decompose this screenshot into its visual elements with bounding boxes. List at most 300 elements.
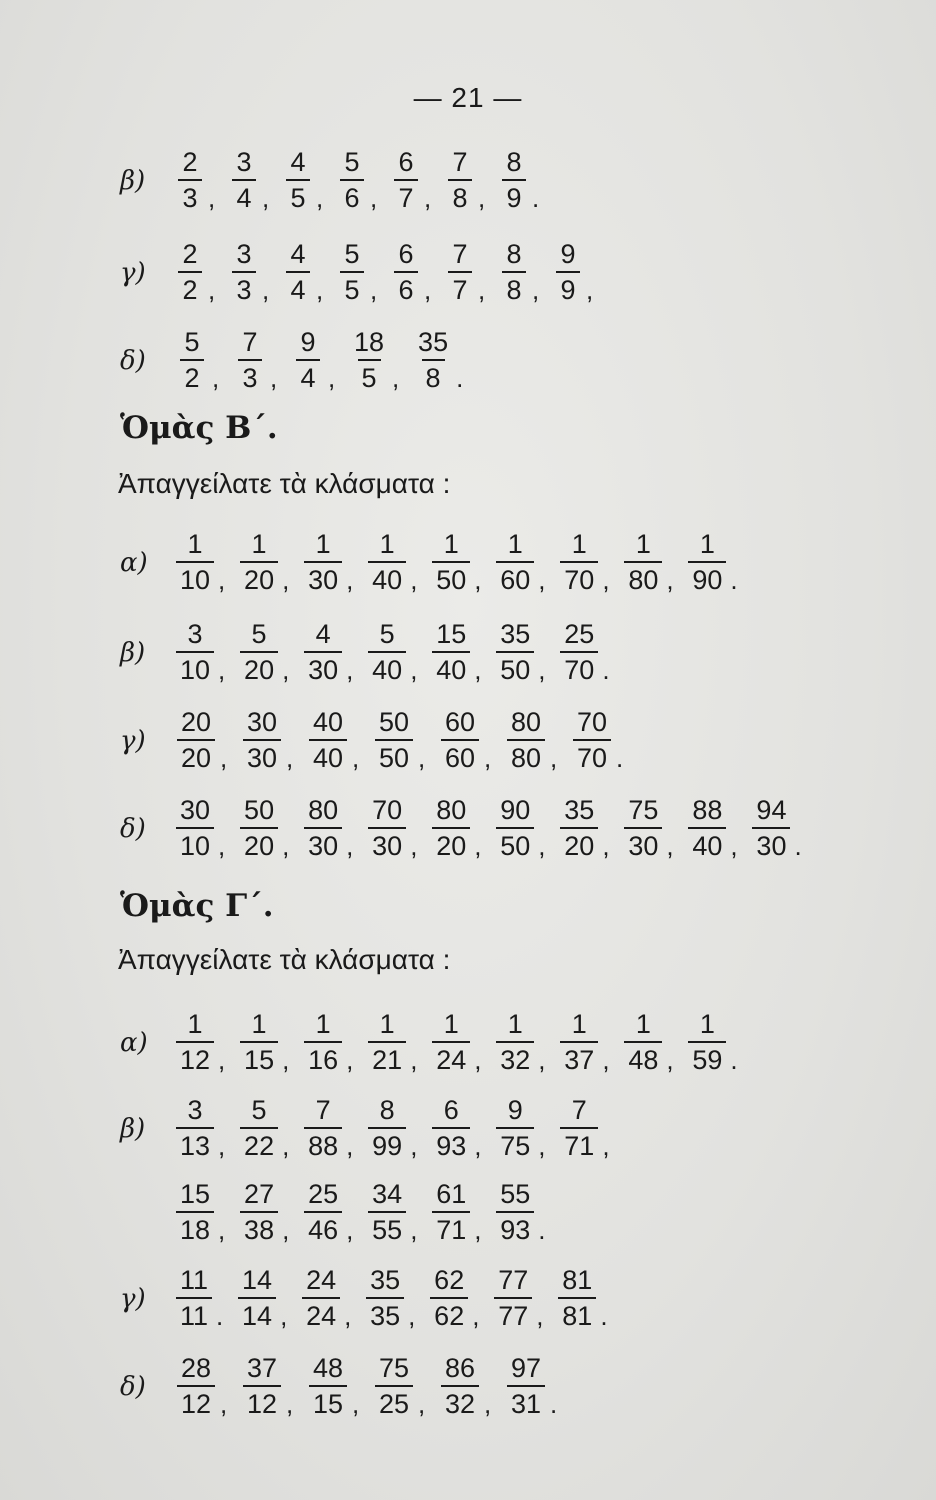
fraction-row bbox=[176, 230, 608, 314]
fraction-denominator: 32 bbox=[496, 1041, 534, 1074]
fraction-denominator: 25 bbox=[375, 1385, 413, 1418]
fraction-row bbox=[176, 610, 624, 694]
fraction-numerator: 1 bbox=[507, 528, 523, 559]
fraction-separator: , bbox=[410, 654, 418, 685]
fraction-separator: . bbox=[538, 1214, 546, 1245]
fraction-separator: , bbox=[282, 1130, 290, 1161]
fraction-separator: . bbox=[550, 1388, 558, 1419]
fraction-numerator: 70 bbox=[576, 706, 608, 737]
fraction bbox=[500, 238, 528, 305]
fraction bbox=[308, 706, 348, 773]
fraction-separator: , bbox=[316, 182, 324, 213]
fraction bbox=[496, 1008, 534, 1075]
fraction bbox=[374, 706, 414, 773]
fraction-separator: , bbox=[484, 742, 492, 773]
fraction-denominator: 40 bbox=[368, 651, 406, 684]
fraction bbox=[284, 146, 312, 213]
fraction-numerator: 8 bbox=[506, 238, 522, 269]
fraction bbox=[624, 528, 662, 595]
fraction-denominator: 22 bbox=[240, 1127, 278, 1160]
fraction-numerator: 1 bbox=[507, 1008, 523, 1039]
fraction-numerator: 14 bbox=[242, 1264, 273, 1295]
fraction-separator: , bbox=[212, 362, 220, 393]
fraction-denominator: 24 bbox=[432, 1041, 470, 1074]
fraction-separator: , bbox=[346, 564, 354, 595]
fraction-separator: , bbox=[478, 182, 486, 213]
fraction-denominator: 9 bbox=[556, 271, 579, 304]
fraction-separator: . bbox=[456, 362, 464, 393]
fraction bbox=[238, 1264, 276, 1331]
fraction-separator: , bbox=[472, 1300, 480, 1331]
fraction-numerator: 70 bbox=[372, 794, 403, 825]
fraction-separator: , bbox=[484, 1388, 492, 1419]
fraction-denominator: 40 bbox=[309, 739, 347, 772]
fraction bbox=[302, 1264, 340, 1331]
fraction-numerator: 6 bbox=[398, 238, 414, 269]
fraction-numerator: 6 bbox=[398, 146, 414, 177]
fraction bbox=[554, 238, 582, 305]
fraction-denominator: 13 bbox=[176, 1127, 214, 1160]
fraction bbox=[572, 706, 612, 773]
fraction-numerator: 80 bbox=[510, 706, 542, 737]
group-heading: Ὁμὰς Β΄. bbox=[120, 410, 278, 446]
fraction bbox=[432, 1178, 470, 1245]
fraction-separator: , bbox=[666, 1044, 674, 1075]
fraction-numerator: 1 bbox=[571, 528, 587, 559]
fraction-row bbox=[176, 1000, 752, 1084]
fraction-separator: , bbox=[532, 274, 540, 305]
fraction-denominator: 93 bbox=[496, 1211, 534, 1244]
exercise-label: β) bbox=[120, 166, 146, 196]
fraction-denominator: 21 bbox=[368, 1041, 406, 1074]
fraction-separator: , bbox=[220, 742, 228, 773]
fraction-numerator: 2 bbox=[182, 146, 198, 177]
fraction bbox=[496, 794, 534, 861]
fraction-denominator: 20 bbox=[240, 827, 278, 860]
fraction-separator: , bbox=[602, 1044, 610, 1075]
fraction-row bbox=[176, 520, 752, 604]
fraction-numerator: 5 bbox=[379, 618, 395, 649]
fraction-denominator: 3 bbox=[178, 179, 201, 212]
fraction-numerator: 15 bbox=[436, 618, 467, 649]
fraction-denominator: 8 bbox=[448, 179, 471, 212]
fraction-separator: , bbox=[538, 654, 546, 685]
fraction-separator: , bbox=[418, 742, 426, 773]
fraction bbox=[176, 528, 214, 595]
fraction-numerator: 24 bbox=[306, 1264, 337, 1295]
fraction-separator: , bbox=[282, 564, 290, 595]
fraction-separator: . bbox=[794, 830, 802, 861]
fraction-numerator: 1 bbox=[315, 528, 331, 559]
fraction-numerator: 1 bbox=[699, 1008, 715, 1039]
fraction-separator: , bbox=[316, 274, 324, 305]
fraction bbox=[240, 1008, 278, 1075]
fraction-denominator: 3 bbox=[232, 271, 255, 304]
fraction-numerator: 1 bbox=[571, 1008, 587, 1039]
fraction bbox=[240, 618, 278, 685]
fraction-separator: , bbox=[474, 1214, 482, 1245]
fraction-separator: , bbox=[392, 362, 400, 393]
fraction-numerator: 35 bbox=[418, 326, 449, 357]
exercise-label: γ) bbox=[120, 1284, 146, 1314]
fraction-numerator: 20 bbox=[180, 706, 212, 737]
fraction bbox=[560, 528, 598, 595]
fraction-numerator: 8 bbox=[379, 1094, 395, 1125]
fraction-denominator: 80 bbox=[507, 739, 545, 772]
fraction-row bbox=[176, 1344, 572, 1428]
fraction-separator: , bbox=[208, 182, 216, 213]
fraction bbox=[368, 794, 406, 861]
fraction-numerator: 7 bbox=[242, 326, 258, 357]
fraction-separator: , bbox=[282, 1044, 290, 1075]
fraction-denominator: 5 bbox=[340, 271, 363, 304]
fraction bbox=[560, 618, 598, 685]
fraction-separator: , bbox=[538, 1130, 546, 1161]
fraction-separator: , bbox=[666, 564, 674, 595]
fraction bbox=[176, 238, 204, 305]
fraction bbox=[304, 1178, 342, 1245]
fraction-numerator: 90 bbox=[500, 794, 531, 825]
fraction-separator: , bbox=[538, 564, 546, 595]
fraction bbox=[560, 1094, 598, 1161]
fraction bbox=[304, 528, 342, 595]
fraction-numerator: 7 bbox=[452, 146, 468, 177]
fraction-denominator: 12 bbox=[177, 1385, 215, 1418]
fraction bbox=[752, 794, 790, 861]
fraction bbox=[368, 1178, 406, 1245]
fraction-numerator: 75 bbox=[378, 1352, 410, 1383]
fraction bbox=[506, 1352, 546, 1419]
fraction-numerator: 7 bbox=[452, 238, 468, 269]
fraction bbox=[688, 528, 726, 595]
fraction-separator: , bbox=[208, 274, 216, 305]
fraction-denominator: 4 bbox=[296, 359, 319, 392]
fraction-denominator: 30 bbox=[243, 739, 281, 772]
fraction-numerator: 40 bbox=[312, 706, 344, 737]
fraction-numerator: 5 bbox=[184, 326, 200, 357]
fraction-separator: , bbox=[262, 182, 270, 213]
fraction-separator: , bbox=[410, 1130, 418, 1161]
fraction-denominator: 50 bbox=[496, 827, 534, 860]
fraction bbox=[414, 326, 452, 393]
fraction-separator: . bbox=[616, 742, 624, 773]
fraction-numerator: 3 bbox=[187, 1094, 203, 1125]
fraction-denominator: 6 bbox=[394, 271, 417, 304]
fraction-numerator: 1 bbox=[315, 1008, 331, 1039]
fraction-separator: , bbox=[410, 564, 418, 595]
fraction-separator: , bbox=[218, 1214, 226, 1245]
fraction-denominator: 20 bbox=[560, 827, 598, 860]
fraction-denominator: 81 bbox=[558, 1297, 596, 1330]
fraction-separator: , bbox=[478, 274, 486, 305]
fraction-denominator: 50 bbox=[432, 561, 470, 594]
fraction-separator: , bbox=[408, 1300, 416, 1331]
fraction-separator: , bbox=[538, 1044, 546, 1075]
fraction-numerator: 5 bbox=[344, 238, 360, 269]
fraction-separator: . bbox=[602, 654, 610, 685]
fraction-numerator: 80 bbox=[308, 794, 339, 825]
fraction-denominator: 71 bbox=[560, 1127, 598, 1160]
fraction-numerator: 25 bbox=[308, 1178, 339, 1209]
fraction bbox=[496, 618, 534, 685]
fraction-denominator: 48 bbox=[624, 1041, 662, 1074]
fraction-denominator: 30 bbox=[304, 827, 342, 860]
fraction-separator: , bbox=[474, 830, 482, 861]
fraction-denominator: 71 bbox=[432, 1211, 470, 1244]
fraction bbox=[292, 326, 324, 393]
fraction-numerator: 48 bbox=[312, 1352, 344, 1383]
fraction-numerator: 80 bbox=[436, 794, 467, 825]
fraction bbox=[446, 238, 474, 305]
group-instruction: Ἀπαγγείλατε τὰ κλάσματα : bbox=[118, 944, 451, 975]
fraction bbox=[558, 1264, 596, 1331]
fraction-denominator: 99 bbox=[368, 1127, 406, 1160]
fraction-numerator: 4 bbox=[290, 238, 306, 269]
fraction-separator: , bbox=[220, 1388, 228, 1419]
fraction-separator: , bbox=[536, 1300, 544, 1331]
fraction bbox=[304, 1008, 342, 1075]
fraction-denominator: 59 bbox=[688, 1041, 726, 1074]
fraction-numerator: 6 bbox=[443, 1094, 459, 1125]
fraction-denominator: 20 bbox=[432, 827, 470, 860]
fraction-numerator: 4 bbox=[290, 146, 306, 177]
fraction-numerator: 1 bbox=[251, 528, 267, 559]
fraction bbox=[240, 794, 278, 861]
fraction bbox=[368, 618, 406, 685]
fraction-denominator: 88 bbox=[304, 1127, 342, 1160]
fraction-numerator: 5 bbox=[251, 618, 267, 649]
fraction-separator: , bbox=[418, 1388, 426, 1419]
fraction bbox=[234, 326, 266, 393]
fraction bbox=[240, 528, 278, 595]
fraction-denominator: 75 bbox=[496, 1127, 534, 1160]
fraction bbox=[176, 326, 208, 393]
fraction-numerator: 30 bbox=[246, 706, 278, 737]
fraction-numerator: 88 bbox=[692, 794, 723, 825]
fraction-denominator: 62 bbox=[430, 1297, 468, 1330]
fraction-denominator: 80 bbox=[624, 561, 662, 594]
fraction-denominator: 15 bbox=[240, 1041, 278, 1074]
fraction-numerator: 62 bbox=[434, 1264, 465, 1295]
fraction-numerator: 55 bbox=[500, 1178, 531, 1209]
group-heading: Ὁμὰς Γ΄. bbox=[120, 888, 274, 924]
fraction-numerator: 37 bbox=[246, 1352, 278, 1383]
fraction-numerator: 77 bbox=[498, 1264, 529, 1295]
fraction-separator: , bbox=[218, 654, 226, 685]
fraction-denominator: 14 bbox=[238, 1297, 276, 1330]
fraction bbox=[560, 1008, 598, 1075]
fraction-separator: . bbox=[730, 564, 738, 595]
fraction-denominator: 55 bbox=[368, 1211, 406, 1244]
fraction-denominator: 12 bbox=[243, 1385, 281, 1418]
fraction-denominator: 40 bbox=[432, 651, 470, 684]
fraction-numerator: 5 bbox=[344, 146, 360, 177]
fraction-numerator: 35 bbox=[500, 618, 531, 649]
fraction-separator: , bbox=[346, 1214, 354, 1245]
fraction-separator: , bbox=[410, 830, 418, 861]
fraction-denominator: 12 bbox=[176, 1041, 214, 1074]
fraction-denominator: 50 bbox=[375, 739, 413, 772]
fraction bbox=[440, 1352, 480, 1419]
fraction-separator: . bbox=[216, 1300, 224, 1331]
fraction bbox=[496, 528, 534, 595]
fraction-denominator: 11 bbox=[176, 1297, 212, 1330]
fraction-row bbox=[176, 318, 478, 402]
fraction-separator: , bbox=[346, 830, 354, 861]
fraction-numerator: 1 bbox=[251, 1008, 267, 1039]
fraction bbox=[176, 706, 216, 773]
fraction-separator: , bbox=[602, 830, 610, 861]
fraction-denominator: 18 bbox=[176, 1211, 214, 1244]
fraction-numerator: 60 bbox=[444, 706, 476, 737]
fraction-denominator: 50 bbox=[496, 651, 534, 684]
fraction bbox=[374, 1352, 414, 1419]
fraction-denominator: 93 bbox=[432, 1127, 470, 1160]
exercise-label: δ) bbox=[120, 346, 146, 376]
fraction-denominator: 10 bbox=[176, 827, 214, 860]
fraction-separator: , bbox=[280, 1300, 288, 1331]
fraction-separator: , bbox=[282, 830, 290, 861]
fraction-denominator: 60 bbox=[496, 561, 534, 594]
fraction-denominator: 70 bbox=[560, 651, 598, 684]
fraction-numerator: 94 bbox=[756, 794, 787, 825]
fraction-separator: , bbox=[352, 742, 360, 773]
fraction-separator: . bbox=[532, 182, 540, 213]
fraction-numerator: 34 bbox=[372, 1178, 403, 1209]
fraction-numerator: 75 bbox=[628, 794, 659, 825]
fraction-numerator: 25 bbox=[564, 618, 595, 649]
fraction-denominator: 70 bbox=[560, 561, 598, 594]
fraction-numerator: 61 bbox=[436, 1178, 467, 1209]
group-instruction: Ἀπαγγείλατε τὰ κλάσματα : bbox=[118, 468, 451, 499]
fraction-numerator: 35 bbox=[564, 794, 595, 825]
fraction bbox=[688, 794, 726, 861]
fraction bbox=[392, 146, 420, 213]
fraction-denominator: 37 bbox=[560, 1041, 598, 1074]
fraction bbox=[688, 1008, 726, 1075]
fraction bbox=[624, 1008, 662, 1075]
fraction-denominator: 10 bbox=[176, 651, 214, 684]
fraction-denominator: 5 bbox=[286, 179, 309, 212]
fraction-row bbox=[176, 786, 816, 870]
fraction-denominator: 9 bbox=[502, 179, 525, 212]
fraction-numerator: 9 bbox=[300, 326, 316, 357]
fraction bbox=[240, 1094, 278, 1161]
fraction-numerator: 1 bbox=[187, 528, 203, 559]
fraction-separator: , bbox=[474, 654, 482, 685]
fraction bbox=[176, 1264, 212, 1331]
fraction-denominator: 30 bbox=[304, 651, 342, 684]
fraction-denominator: 70 bbox=[573, 739, 611, 772]
fraction-separator: , bbox=[346, 1130, 354, 1161]
fraction-separator: , bbox=[550, 742, 558, 773]
fraction-separator: , bbox=[328, 362, 336, 393]
fraction-numerator: 1 bbox=[379, 528, 395, 559]
fraction bbox=[304, 794, 342, 861]
fraction-numerator: 11 bbox=[180, 1264, 209, 1295]
exercise-label: γ) bbox=[120, 726, 146, 756]
fraction-separator: , bbox=[586, 274, 594, 305]
fraction-numerator: 1 bbox=[443, 528, 459, 559]
fraction-separator: , bbox=[352, 1388, 360, 1419]
fraction-separator: , bbox=[410, 1214, 418, 1245]
fraction-denominator: 4 bbox=[286, 271, 309, 304]
fraction-denominator: 16 bbox=[304, 1041, 342, 1074]
fraction-numerator: 97 bbox=[510, 1352, 542, 1383]
fraction-denominator: 20 bbox=[240, 651, 278, 684]
fraction bbox=[308, 1352, 348, 1419]
exercise-label: γ) bbox=[120, 258, 146, 288]
fraction bbox=[176, 1008, 214, 1075]
fraction-separator: . bbox=[600, 1300, 608, 1331]
fraction bbox=[368, 1008, 406, 1075]
fraction-numerator: 27 bbox=[244, 1178, 275, 1209]
fraction-numerator: 3 bbox=[236, 238, 252, 269]
fraction bbox=[176, 1352, 216, 1419]
fraction-separator: , bbox=[286, 742, 294, 773]
fraction-separator: , bbox=[602, 1130, 610, 1161]
fraction-denominator: 10 bbox=[176, 561, 214, 594]
fraction-separator: , bbox=[286, 1388, 294, 1419]
fraction-separator: , bbox=[474, 564, 482, 595]
fraction-denominator: 8 bbox=[502, 271, 525, 304]
fraction-denominator: 8 bbox=[422, 359, 445, 392]
fraction-row bbox=[176, 698, 638, 782]
fraction bbox=[304, 618, 342, 685]
fraction-row bbox=[176, 1170, 560, 1254]
fraction-numerator: 1 bbox=[635, 528, 651, 559]
fraction bbox=[432, 794, 470, 861]
fraction-separator: , bbox=[474, 1130, 482, 1161]
fraction-numerator: 18 bbox=[354, 326, 385, 357]
fraction-numerator: 86 bbox=[444, 1352, 476, 1383]
exercise-label: β) bbox=[120, 1114, 146, 1144]
fraction-numerator: 3 bbox=[187, 618, 203, 649]
fraction-numerator: 1 bbox=[379, 1008, 395, 1039]
fraction bbox=[242, 706, 282, 773]
fraction-denominator: 2 bbox=[178, 271, 201, 304]
fraction-denominator: 40 bbox=[688, 827, 726, 860]
fraction bbox=[176, 1094, 214, 1161]
fraction-numerator: 9 bbox=[507, 1094, 523, 1125]
fraction-numerator: 9 bbox=[560, 238, 576, 269]
fraction-row bbox=[176, 1256, 622, 1340]
fraction-row bbox=[176, 1086, 624, 1170]
fraction-numerator: 5 bbox=[251, 1094, 267, 1125]
fraction-separator: , bbox=[602, 564, 610, 595]
fraction-separator: , bbox=[474, 1044, 482, 1075]
fraction-numerator: 81 bbox=[562, 1264, 593, 1295]
fraction-denominator: 15 bbox=[309, 1385, 347, 1418]
fraction-separator: , bbox=[424, 182, 432, 213]
fraction-numerator: 28 bbox=[180, 1352, 212, 1383]
fraction-row bbox=[176, 138, 554, 222]
fraction-separator: , bbox=[270, 362, 278, 393]
fraction-numerator: 8 bbox=[506, 146, 522, 177]
fraction-separator: , bbox=[370, 182, 378, 213]
fraction bbox=[430, 1264, 468, 1331]
fraction-denominator: 6 bbox=[340, 179, 363, 212]
page-number: — 21 — bbox=[413, 82, 523, 113]
fraction-numerator: 1 bbox=[699, 528, 715, 559]
fraction bbox=[500, 146, 528, 213]
fraction-denominator: 31 bbox=[507, 1385, 545, 1418]
fraction-numerator: 50 bbox=[244, 794, 275, 825]
fraction-denominator: 40 bbox=[368, 561, 406, 594]
fraction-denominator: 77 bbox=[494, 1297, 532, 1330]
fraction-denominator: 90 bbox=[688, 561, 726, 594]
fraction bbox=[176, 618, 214, 685]
